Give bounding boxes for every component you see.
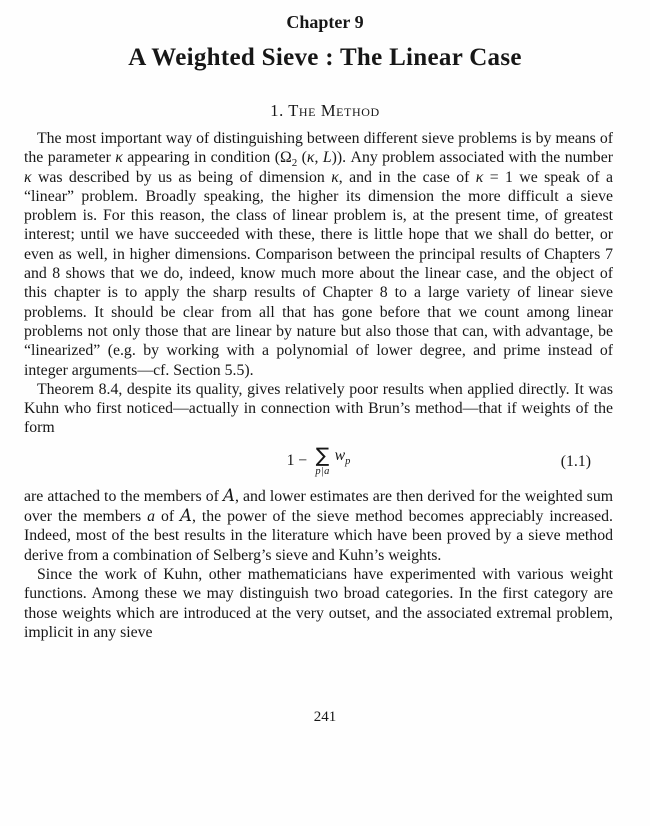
- text-run: a: [147, 508, 155, 526]
- text-run: Since the work of Kuhn, other mathematicians have experimented with various weight functions. Among these we may distinguish two broad categories. In the first category are those weights which are introduced at the very outset, and the associated extremal problem, implicit in any sieve: [24, 565, 613, 641]
- equation-term-base: w: [334, 446, 346, 464]
- text-run: (: [297, 149, 307, 167]
- text-run: κ: [331, 168, 339, 186]
- text-run: , the power of the sieve method becomes appreciably increased. Indeed, most of the best results in the literature which have been proved by a sieve method derive from a combination of Selberg’s sieve and Kuhn’s weights.: [24, 508, 613, 564]
- text-run: κ: [475, 168, 484, 186]
- paragraph: [24, 129, 613, 380]
- equation-body: [286, 442, 351, 477]
- equation-term: [335, 447, 351, 465]
- paragraph: [24, 565, 613, 642]
- chapter-title: A Weighted Sieve : The Linear Case: [128, 44, 522, 71]
- equation-row: [24, 442, 613, 477]
- text-run: appearing in condition (Ω: [122, 149, 292, 167]
- equation-term-subscript: p: [345, 455, 351, 467]
- text-run: = 1 we speak of a “linear” problem. Broadly speaking, the higher its dimension the more difficult a sieve problem is. For this reason, the class of linear problem is, at the present time, of greatest interest; until we have succeeded with these, there is little hope that we shall do better, or even as well, in higher dimensions. Comparison between the principal results of Chapters 7 and 8 shows that we do, indeed, know much more about the linear case, and the object of this chapter is to apply the sharp results of Chapter 8 to a large variety of linear sieve problems. It should be clear from all that has gone before that we count among linear problems not only those that are linear by nature but also those that can, with advantage, be “linearized” (e.g. by working with a polynomial of lower degree, and prime instead of integer arguments—cf. Section 5.5).: [24, 168, 613, 379]
- body-text: [24, 129, 613, 642]
- equation-number: (1.1): [560, 452, 591, 470]
- text-run: ,: [314, 149, 323, 167]
- text-run: , and lower estimates are then derived for the weighted sum over the members: [24, 487, 614, 526]
- text-run: L: [322, 149, 332, 167]
- text-run: Theorem 8.4, despite its quality, gives relatively poor results when applied directly. It was Kuhn who first noticed—actually in connection with Brun’s method—that if weights of the form: [24, 380, 613, 437]
- equation-lhs: 1 −: [286, 451, 308, 469]
- chapter-label: Chapter 9: [286, 12, 364, 32]
- script-a-symbol: A: [223, 485, 235, 505]
- script-a-symbol: A: [180, 506, 192, 526]
- text-run: κ: [306, 149, 315, 167]
- summation-symbol: ∑: [315, 442, 330, 467]
- text-run: 2: [291, 157, 298, 170]
- paragraph: [24, 380, 613, 438]
- text-run: κ: [24, 168, 32, 186]
- paragraph: [24, 486, 613, 565]
- paragraph-group-before-equation: [24, 129, 613, 438]
- text-run: )). Any problem associated with the number: [331, 149, 613, 167]
- paragraph-group-after-equation: [24, 486, 613, 642]
- text-run: , and in the case of: [338, 168, 476, 186]
- page-number: 241: [313, 709, 337, 725]
- text-run: The most important way of distinguishing between different sieve problems is by means of the parameter: [24, 130, 613, 167]
- text-run: are attached to the members of: [24, 487, 224, 505]
- text-run: κ: [115, 149, 123, 167]
- section-heading: 1. The Method: [270, 101, 380, 120]
- summation-limits: p|a: [315, 465, 330, 477]
- summation-stack: [315, 442, 330, 477]
- text-run: was described by us as being of dimension: [31, 168, 332, 186]
- text-run: of: [155, 508, 181, 526]
